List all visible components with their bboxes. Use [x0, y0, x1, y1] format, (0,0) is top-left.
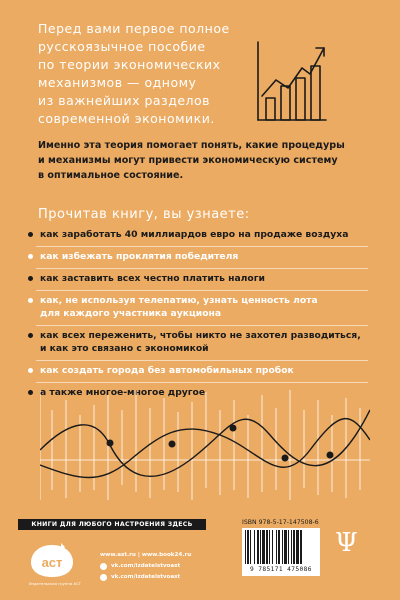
- bullet-dot-icon: [28, 390, 33, 395]
- publisher-link-text: www.ast.ru | www.book24.ru: [100, 552, 192, 558]
- bullet-dot-icon: [28, 333, 33, 338]
- vk-icon: [100, 563, 107, 570]
- barcode-bar: [262, 530, 265, 564]
- barcode-bar: [284, 530, 287, 564]
- series-strip: КНИГИ ДЛЯ ЛЮБОГО НАСТРОЕНИЯ ЗДЕСЬ: [18, 519, 206, 530]
- learn-heading: Прочитав книгу, вы узнаете:: [38, 207, 250, 222]
- learn-list-item: [28, 329, 368, 361]
- barcode-bar: [245, 530, 246, 564]
- logo-text: аст: [41, 555, 63, 570]
- learn-list-item-text: а также многое-многое другое: [40, 387, 206, 398]
- publisher-link-text: vk.com/izdatelstvoast: [111, 563, 181, 569]
- learn-list-item: [28, 250, 368, 269]
- learn-list-item-text: как заработать 40 миллиардов евро на продаже воздуха: [40, 229, 349, 240]
- barcode-bar: [278, 530, 280, 564]
- wave-graph-illustration: [40, 380, 370, 500]
- learn-list-item: [28, 272, 368, 291]
- learn-list-item-text: как создать города без автомобильных пробок: [40, 365, 294, 376]
- barcode-bar: [291, 530, 292, 564]
- bullet-dot-icon: [28, 368, 33, 373]
- bullet-dot-icon: [28, 276, 33, 281]
- barcode-bar: [254, 530, 255, 564]
- barcode-bar: [300, 530, 302, 564]
- barcode-bar: [288, 530, 289, 564]
- learn-list-item: [28, 228, 368, 247]
- barcode-bar: [276, 530, 277, 564]
- barcode-bar: [266, 530, 268, 564]
- learn-list-item-text: как всех переженить, чтобы никто не захотел разводиться, и как это связано с экономикой: [40, 330, 361, 354]
- barcode-bar: [293, 530, 295, 564]
- barcode-bar: [272, 530, 273, 564]
- barcode: [242, 528, 320, 576]
- bar-chart-icon: [252, 38, 330, 128]
- publisher-link[interactable]: [100, 561, 191, 572]
- barcode-bars: [245, 530, 317, 566]
- barcode-bar: [269, 530, 270, 564]
- barcode-bar: [260, 530, 261, 564]
- intro-text: Перед вами первое полное русскоязычное пособие по теории экономических механизмов — одному из важнейших разделов современной экономики.: [38, 21, 230, 126]
- publisher-links: [100, 550, 191, 583]
- barcode-bar: [282, 530, 283, 564]
- bullet-dot-icon: [28, 254, 33, 259]
- theory-paragraph: Именно эта теория помогает понять, какие процедуры и механизмы могут привести экономическую систему в оптимальное состояние.: [38, 140, 345, 181]
- bullet-dot-icon: [28, 232, 33, 237]
- learn-list-item: [28, 294, 368, 326]
- barcode-digits: 9 785171 475086: [250, 566, 312, 573]
- barcode-bar: [296, 530, 299, 564]
- learn-list-item-text: как заставить всех честно платить налоги: [40, 273, 265, 284]
- learn-list-item-text: как, не используя телепатию, узнать ценность лота для каждого участника аукциона: [40, 295, 318, 319]
- learn-list-item-text: как избежать проклятия победителя: [40, 251, 239, 262]
- bullet-dot-icon: [28, 298, 33, 303]
- publisher-link-text: vk.com/izdatelstvoast: [111, 574, 181, 580]
- publisher-link[interactable]: [100, 550, 191, 561]
- barcode-bar: [257, 530, 259, 564]
- publisher-logo: [28, 542, 76, 580]
- barcode-bar: [247, 530, 249, 564]
- publisher-link[interactable]: [100, 572, 191, 583]
- logo-caption: Издательская группа АСТ: [29, 581, 81, 586]
- psi-icon: Ψ: [335, 528, 358, 558]
- vk-icon: [100, 574, 107, 581]
- barcode-bar: [250, 530, 251, 564]
- isbn: ISBN 978-5-17-147508-6: [242, 519, 319, 526]
